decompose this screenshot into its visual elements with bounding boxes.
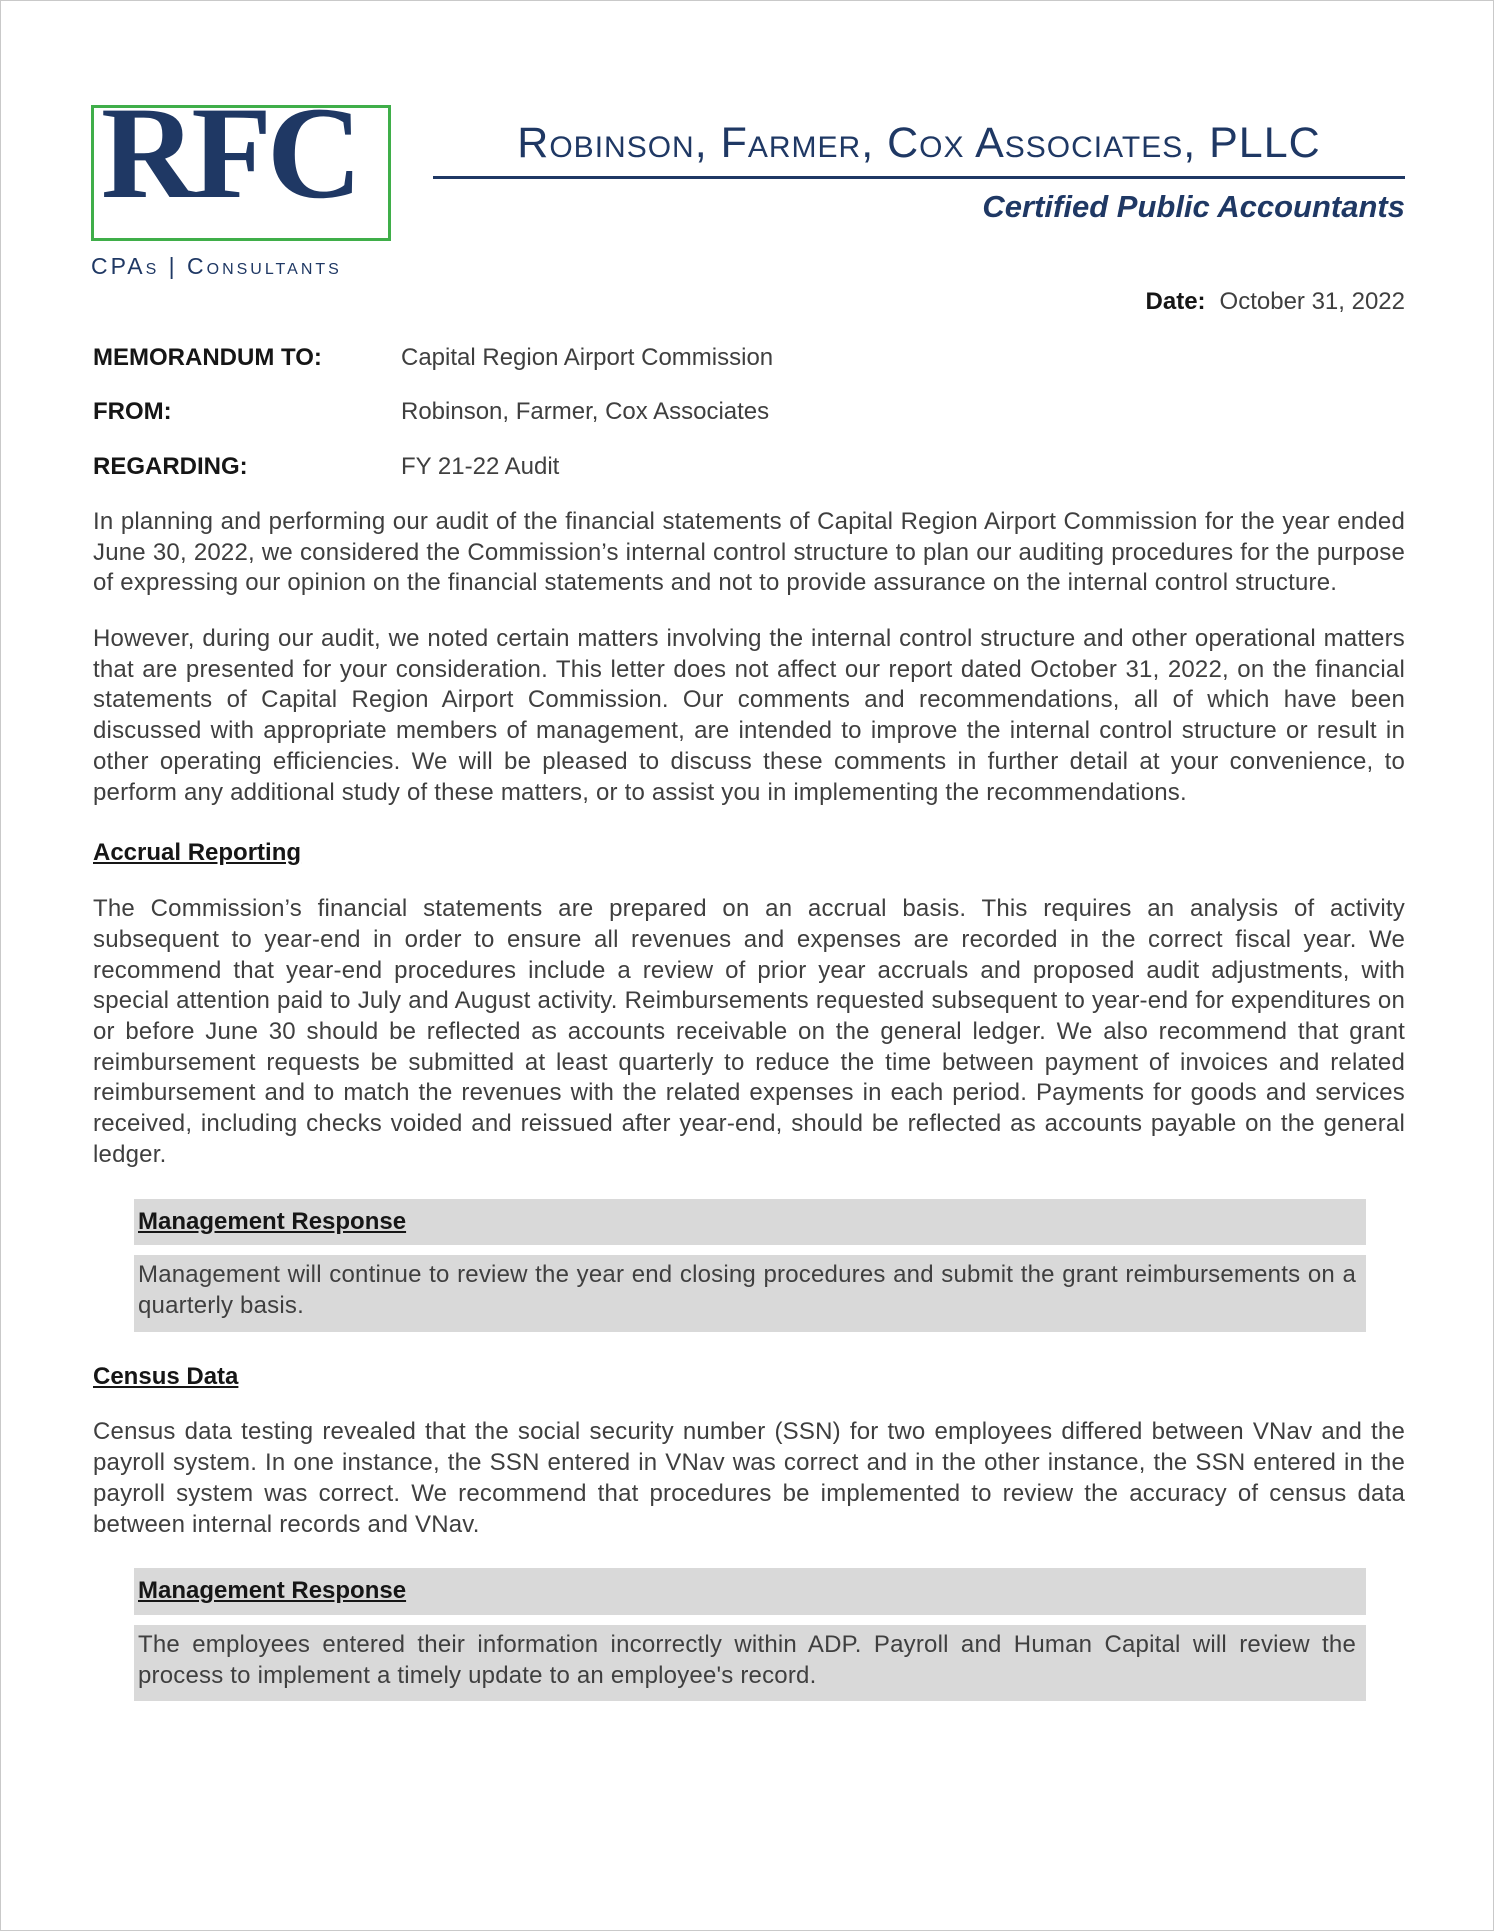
memo-to-label: MEMORANDUM TO:: [93, 343, 322, 371]
section-body: Census data testing revealed that the social security number (SSN) for two employees differed between VNav and the payroll system. In one instance, the SSN entered in VNav was correct and in the other instance, the SSN entered in the payroll system was correct. We recommend that procedures be implemented to review the accuracy of census data between internal records and VNav.: [93, 1418, 1405, 1538]
section-heading: Census Data: [93, 1362, 239, 1390]
section-accrual-reporting: [93, 838, 1405, 1331]
date-line: [93, 287, 1405, 318]
management-response-box: [134, 1568, 1366, 1701]
management-response-box: [134, 1199, 1366, 1332]
memo-row-from: [93, 397, 1405, 428]
management-response-body: The employees entered their information incorrectly within ADP. Payroll and Human Capital will review the process to implement a timely update to an employee's record.: [134, 1625, 1366, 1701]
memo-row-to: [93, 343, 1405, 374]
company-name: Robinson, Farmer, Cox Associates, PLLC: [517, 119, 1321, 167]
company-subtitle: Certified Public Accountants: [982, 189, 1405, 224]
management-response-heading: Management Response: [134, 1568, 1366, 1615]
response-gap: [134, 1245, 1366, 1255]
memo-to-value: Capital Region Airport Commission: [401, 343, 774, 371]
section-census-data: [93, 1362, 1405, 1702]
logo-letters: RFC: [101, 79, 358, 226]
section-heading: Accrual Reporting: [93, 839, 302, 867]
memo-from-value: Robinson, Farmer, Cox Associates: [401, 398, 770, 426]
response-gap: [134, 1615, 1366, 1625]
company-logo: [87, 79, 427, 287]
date-label: Date:: [1145, 288, 1206, 315]
memo-regarding-value: FY 21-22 Audit: [401, 453, 560, 481]
intro-paragraph-1: In planning and performing our audit of the financial statements of Capital Region Airport Commission for the year ended June 30, 2022, we considered the Commission’s internal control structure to plan our auditing procedures for the purpose of expressing our opinion on the financial statements and not to provide assurance on the internal control structure.: [93, 507, 1405, 597]
memo-row-regarding: [93, 452, 1405, 483]
letterhead: [1, 1, 1493, 291]
logo-tagline: CPAs | Consultants: [91, 253, 342, 279]
header-rule: [433, 176, 1405, 179]
letterhead-title-block: [433, 119, 1405, 225]
memo-regarding-label: REGARDING:: [93, 453, 248, 481]
section-body: The Commission’s financial statements are prepared on an accrual basis. This requires an analysis of activity subsequent to year-end in order to ensure all revenues and expenses are recorded in the correct fiscal year. We recommend that year-end procedures include a review of prior year accruals and proposed audit adjustments, with special attention paid to July and August activity. Reimbursements requested subsequent to year-end for expenditures on or before June 30 should be reflected as accounts receivable on the general ledger. We also recommend that grant reimbursement requests be submitted at least quarterly to reduce the time between payment of invoices and related reimbursement and to match the revenues with the related expenses in each period. Payments for goods and services received, including checks voided and reissued after year-end, should be reflected as accounts payable on the general ledger.: [93, 895, 1405, 1168]
date-value: October 31, 2022: [1219, 288, 1405, 315]
memo-from-label: FROM:: [93, 398, 172, 426]
intro-paragraph-2: However, during our audit, we noted certain matters involving the internal control structure and other operational matters that are presented for your consideration. This letter does not affect our report dated October 31, 2022, on the financial statements of Capital Region Airport Commission. Our comments and recommendations, all of which have been discussed with appropriate members of management, are intended to improve the internal control structure or result in other operating efficiencies. We will be pleased to discuss these comments in further detail at your convenience, to perform any additional study of these matters, or to assist you in implementing the recommendations.: [93, 625, 1405, 806]
management-response-heading: Management Response: [134, 1199, 1366, 1246]
management-response-body: Management will continue to review the year end closing procedures and submit the grant reimbursements on a quarterly basis.: [134, 1255, 1366, 1331]
